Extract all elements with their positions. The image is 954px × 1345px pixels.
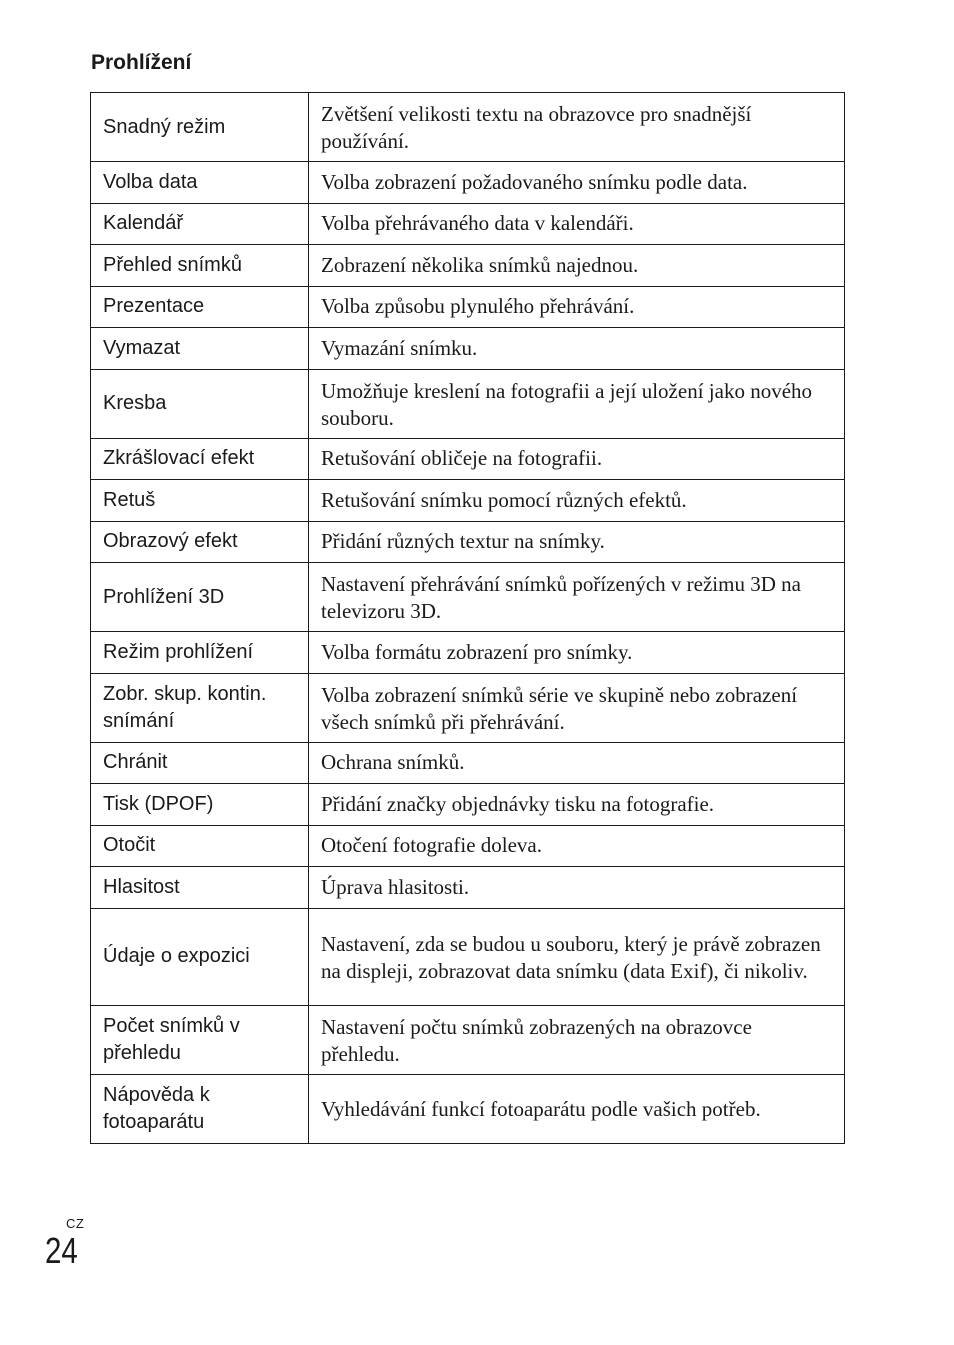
function-description-cell: Ochrana snímků.	[309, 742, 845, 784]
function-description-cell: Volba zobrazení požadovaného snímku podle data.	[309, 162, 845, 204]
function-name-cell: Otočit	[91, 825, 309, 867]
function-description-cell: Zobrazení několika snímků najednou.	[309, 245, 845, 287]
page-number: 24	[45, 1230, 78, 1271]
table-row	[91, 1074, 845, 1143]
function-table	[90, 92, 845, 1144]
function-description-cell: Úprava hlasitosti.	[309, 867, 845, 909]
function-name-cell: Zobr. skup. kontin. snímání	[91, 673, 309, 742]
function-name-cell: Obrazový efekt	[91, 521, 309, 563]
function-name-cell: Hlasitost	[91, 867, 309, 909]
function-name-cell: Chránit	[91, 742, 309, 784]
function-name-cell: Snadný režim	[91, 93, 309, 162]
table-row	[91, 867, 845, 909]
table-row	[91, 203, 845, 245]
table-row	[91, 438, 845, 480]
table-row	[91, 908, 845, 1005]
table-row	[91, 673, 845, 742]
function-description-cell: Zvětšení velikosti textu na obrazovce pro snadnější používání.	[309, 93, 845, 162]
function-description-cell: Volba formátu zobrazení pro snímky.	[309, 632, 845, 674]
function-description-cell: Volba zobrazení snímků série ve skupině nebo zobrazení všech snímků při přehrávání.	[309, 673, 845, 742]
table-row	[91, 521, 845, 563]
function-description-cell: Nastavení přehrávání snímků pořízených v režimu 3D na televizoru 3D.	[309, 563, 845, 632]
function-name-cell: Počet snímků v přehledu	[91, 1005, 309, 1074]
function-table-body	[91, 93, 845, 1144]
function-description-cell: Umožňuje kreslení na fotografii a její uložení jako nového souboru.	[309, 369, 845, 438]
table-row	[91, 286, 845, 328]
function-description-cell: Vyhledávání funkcí fotoaparátu podle vašich potřeb.	[309, 1074, 845, 1143]
table-row	[91, 369, 845, 438]
function-name-cell: Údaje o expozici	[91, 908, 309, 1005]
function-name-cell: Retuš	[91, 480, 309, 522]
function-name-cell: Kalendář	[91, 203, 309, 245]
table-row	[91, 784, 845, 826]
table-row	[91, 328, 845, 370]
function-name-cell: Vymazat	[91, 328, 309, 370]
function-name-cell: Tisk (DPOF)	[91, 784, 309, 826]
language-code: CZ	[66, 1216, 85, 1231]
table-row	[91, 93, 845, 162]
function-name-cell: Zkrášlovací efekt	[91, 438, 309, 480]
function-name-cell: Přehled snímků	[91, 245, 309, 287]
function-description-cell: Přidání značky objednávky tisku na fotografie.	[309, 784, 845, 826]
function-description-cell: Retušování obličeje na fotografii.	[309, 438, 845, 480]
function-description-cell: Volba přehrávaného data v kalendáři.	[309, 203, 845, 245]
table-row	[91, 1005, 845, 1074]
function-description-cell: Nastavení, zda se budou u souboru, který je právě zobrazen na displeji, zobrazovat data snímku (data Exif), či nikoliv.	[309, 908, 845, 1005]
function-name-cell: Kresba	[91, 369, 309, 438]
function-description-cell: Vymazání snímku.	[309, 328, 845, 370]
function-description-cell: Nastavení počtu snímků zobrazených na obrazovce přehledu.	[309, 1005, 845, 1074]
function-description-cell: Otočení fotografie doleva.	[309, 825, 845, 867]
page-footer	[45, 1216, 85, 1270]
function-description-cell: Volba způsobu plynulého přehrávání.	[309, 286, 845, 328]
function-name-cell: Prezentace	[91, 286, 309, 328]
function-name-cell: Prohlížení 3D	[91, 563, 309, 632]
function-name-cell: Nápověda k fotoaparátu	[91, 1074, 309, 1143]
table-row	[91, 742, 845, 784]
function-name-cell: Volba data	[91, 162, 309, 204]
table-row	[91, 563, 845, 632]
table-row	[91, 825, 845, 867]
table-row	[91, 632, 845, 674]
table-row	[91, 480, 845, 522]
function-description-cell: Přidání různých textur na snímky.	[309, 521, 845, 563]
section-title: Prohlížení	[91, 51, 192, 74]
table-row	[91, 162, 845, 204]
function-name-cell: Režim prohlížení	[91, 632, 309, 674]
function-description-cell: Retušování snímku pomocí různých efektů.	[309, 480, 845, 522]
table-row	[91, 245, 845, 287]
